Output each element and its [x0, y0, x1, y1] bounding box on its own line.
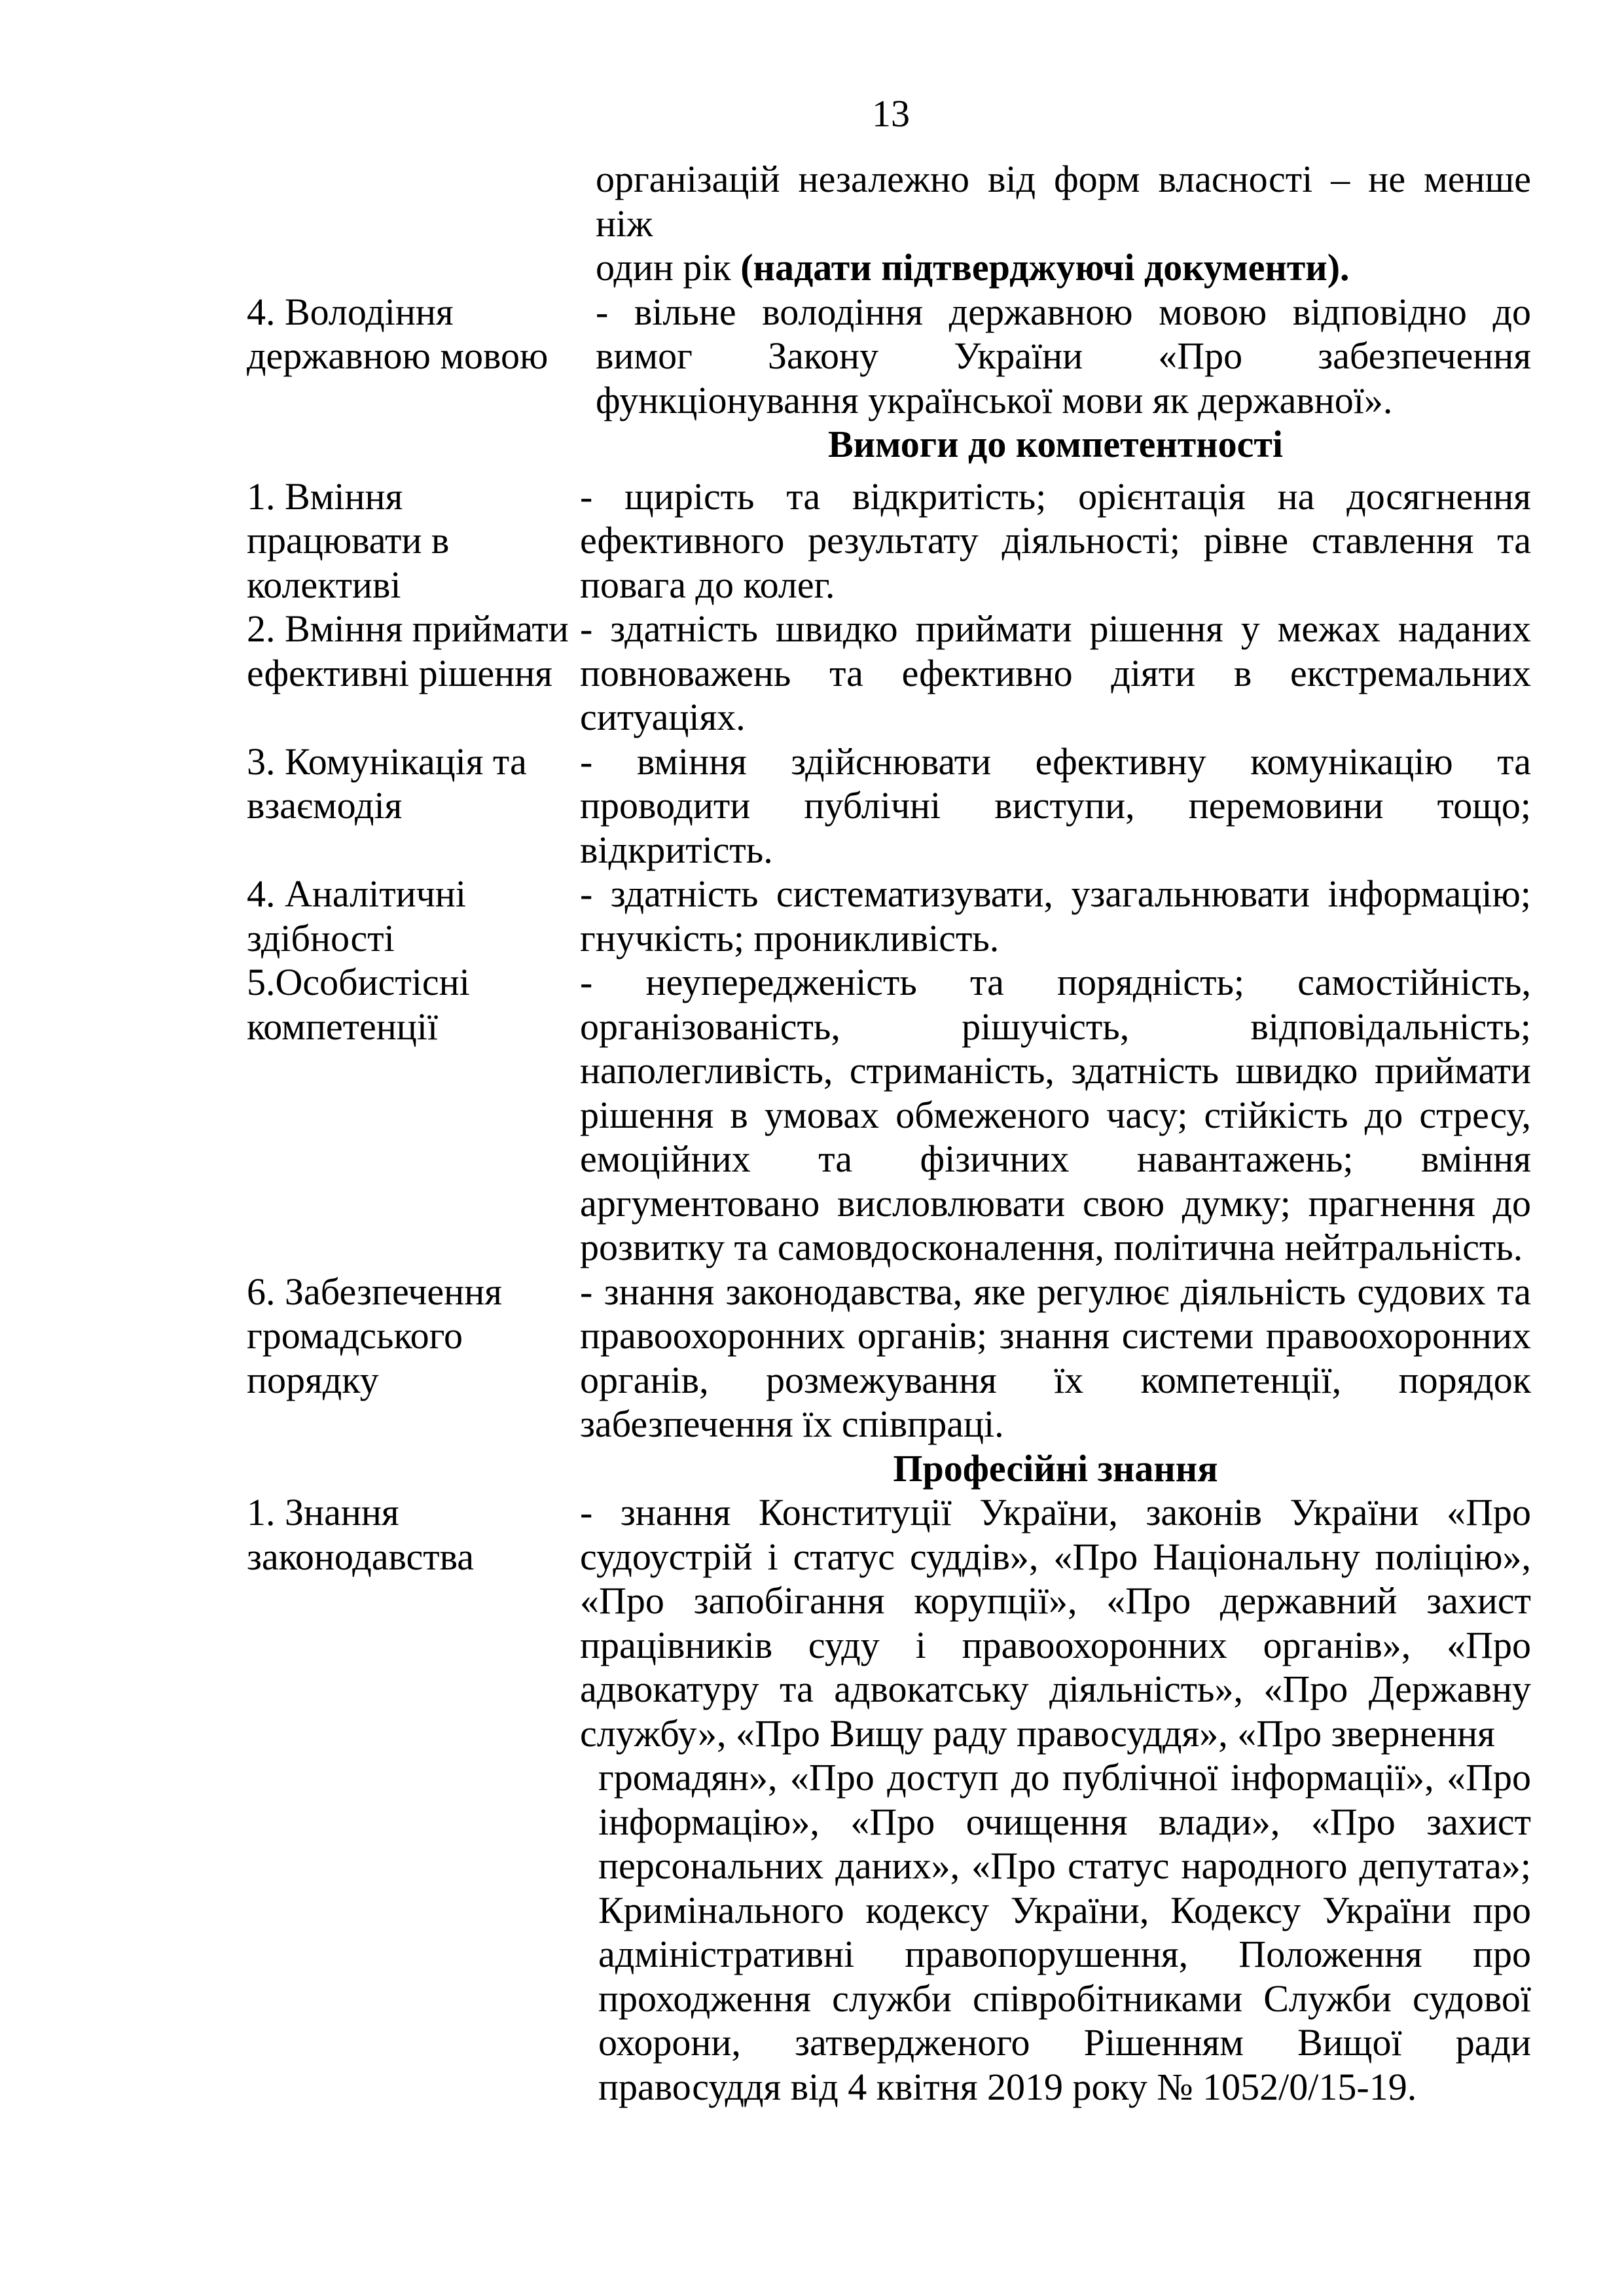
competence-text: - неупередженість та порядність; самостійність, організованість, рішучість, відповідальність; наполегливість, стриманість, здатність швидко приймати рішення в умовах обмеженого часу; стійкість до стресу, емоційних та фізичних навантажень; вміння аргументовано висловлювати свою думку; прагнення до розвитку та самовдосконалення, політична нейтральність.	[580, 961, 1531, 1268]
page-number: 13	[872, 92, 910, 135]
bold-note: (надати підтверджуючі документи).	[740, 246, 1350, 289]
experience-continuation-text	[580, 157, 1531, 290]
requirement-label: 4. Володіння державною мовою	[247, 290, 549, 377]
competence-label: 1. Вміння працювати в колективі	[247, 475, 450, 606]
competence-text: - здатність систематизувати, узагальнювати інформацію; гнучкість; проникливість.	[580, 872, 1531, 960]
competence-label: 5.Особистісні компетенції	[247, 961, 470, 1048]
document-body	[247, 157, 1531, 2109]
competence-label: 4. Аналітичні здібності	[247, 872, 466, 960]
experience-continuation	[247, 157, 1531, 290]
text-line: один рік	[596, 246, 741, 289]
competence-label: 2. Вміння приймати ефективні рішення	[247, 607, 569, 694]
competence-text: - знання законодавства, яке регулює діяльність судових та правоохоронних органів; знання системи правоохоронних органів, розмежування їх компетенції, порядок забезпечення їх співпраці.	[580, 1270, 1531, 1445]
competence-row	[247, 872, 1531, 960]
knowledge-label: 1. Знання законодавства	[247, 1491, 475, 1578]
competence-row	[247, 740, 1531, 872]
text-line: організацій незалежно від форм власності – не менше ніж	[596, 158, 1531, 245]
competence-row	[247, 1270, 1531, 1446]
competence-row	[247, 960, 1531, 1270]
requirement-text: - вільне володіння державною мовою відповідно до вимог Закону України «Про забезпечення функціонування української мови як державної».	[596, 290, 1531, 422]
requirement-row-language	[247, 290, 1531, 423]
competence-text: - здатність швидко приймати рішення у межах наданих повноважень та ефективно діяти в екстремальних ситуаціях.	[580, 607, 1531, 738]
competence-row	[247, 607, 1531, 740]
knowledge-row	[247, 1490, 1531, 2109]
knowledge-text-part1: - знання Конституції України, законів України «Про судоустрій і статус суддів», «Про Національну поліцію», «Про запобігання корупції», «Про державний захист працівників суду і правоохоронних органів», «Про адвокатуру та адвокатську діяльність», «Про Державну службу», «Про Вищу раду правосуддя», «Про звернення	[580, 1491, 1531, 1755]
competence-label: 6. Забезпечення громадського порядку	[247, 1270, 502, 1401]
section-heading-competence: Вимоги до компетентності	[827, 423, 1284, 465]
section-heading-knowledge: Професійні знання	[893, 1446, 1218, 1490]
competence-text: - вміння здійснювати ефективну комунікацію та проводити публічні виступи, перемовини тощо; відкритість.	[580, 740, 1531, 871]
knowledge-text-part2: громадян», «Про доступ до публічної інформації», «Про інформацію», «Про очищення влади», «Про захист персональних даних», «Про статус народного депутата»; Кримінального кодексу України, Кодексу України про адміністративні правопорушення, Положення про проходження служби співробітниками Служби судової охорони, затвердженого Рішенням Вищої ради правосуддя від 4 квітня 2019 року № 1052/0/15-19.	[598, 1756, 1531, 2108]
row-label-empty	[247, 157, 580, 290]
competence-text: - щирість та відкритість; орієнтація на досягнення ефективного результату діяльності; рівне ставлення та повага до колег.	[580, 475, 1531, 606]
competence-label: 3. Комунікація та взаємодія	[247, 740, 527, 827]
competence-row	[247, 475, 1531, 607]
knowledge-text	[580, 1490, 1531, 2109]
